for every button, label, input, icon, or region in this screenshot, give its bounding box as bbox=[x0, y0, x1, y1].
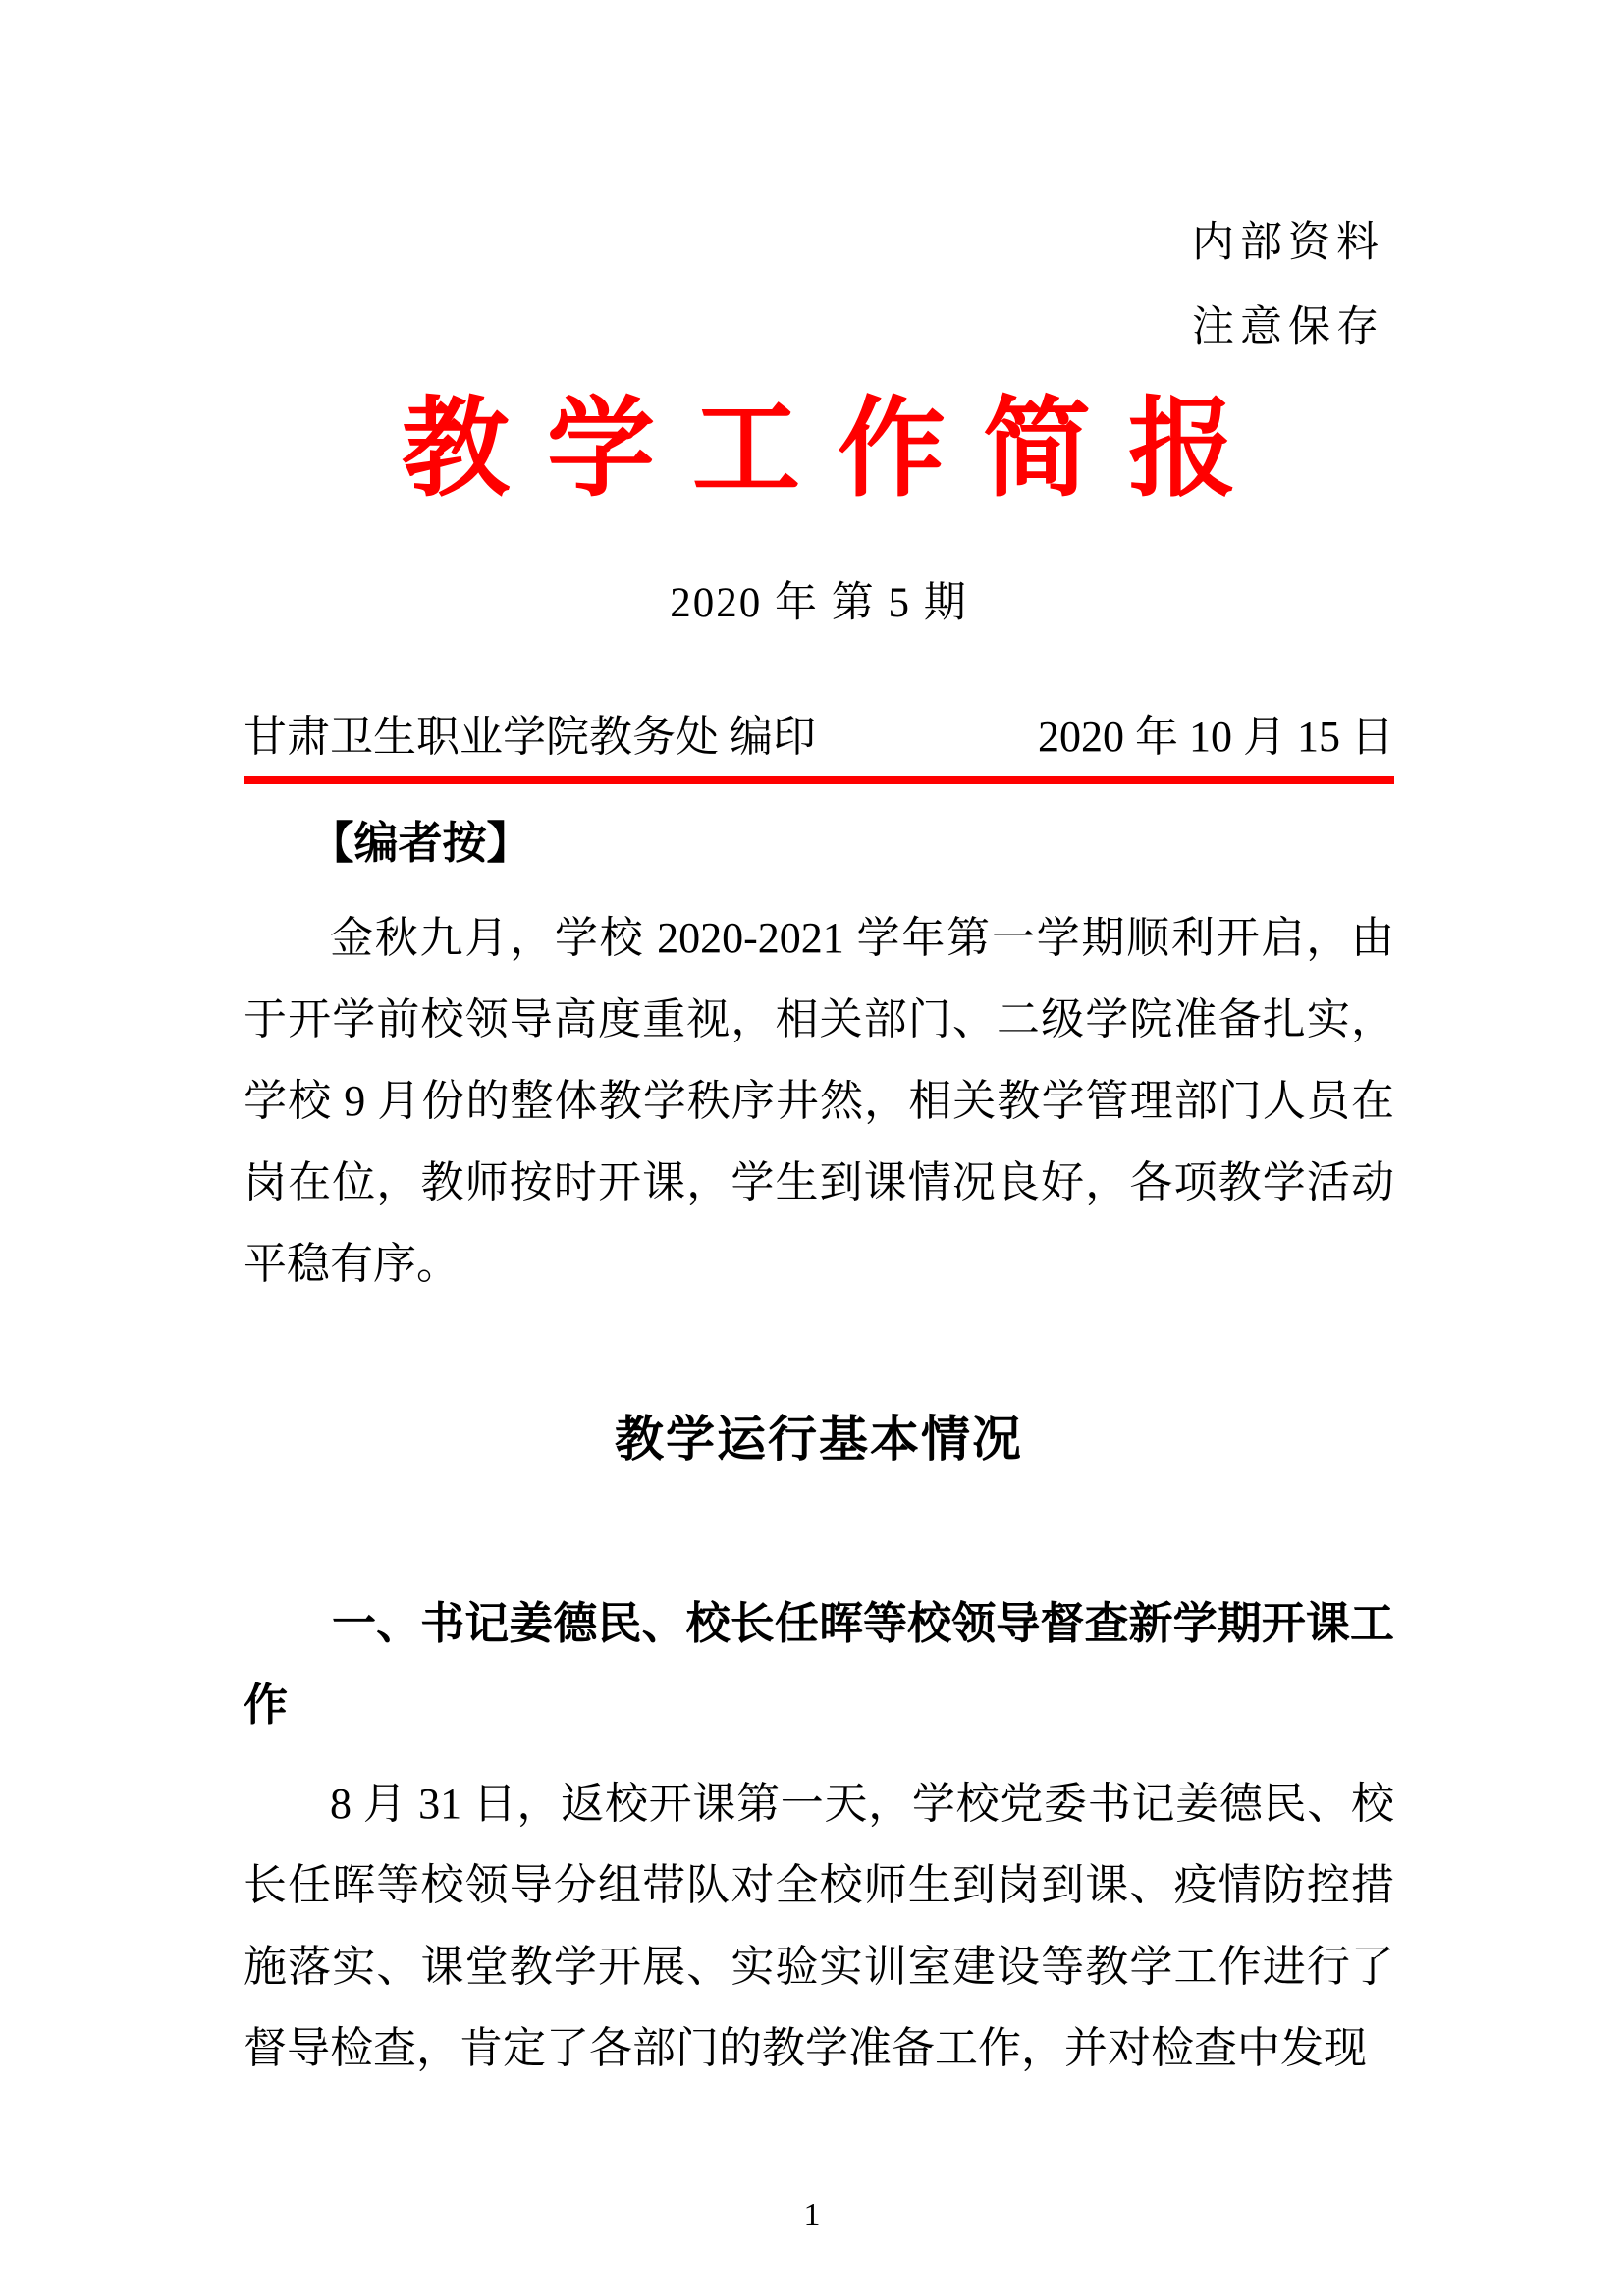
classification-block bbox=[1192, 201, 1384, 370]
bulletin-title: 教学工作简报 bbox=[402, 390, 1273, 509]
issue-line: 2020 年 第 5 期 bbox=[670, 580, 968, 626]
section-title: 教学运行基本情况 bbox=[615, 1412, 1023, 1467]
publisher-row bbox=[244, 708, 1394, 767]
classification-line-internal: 内部资料 bbox=[1192, 220, 1384, 266]
subsection-heading: 一、书记姜德民、校长任晖等校领导督查新学期开课工作 bbox=[244, 1598, 1394, 1730]
divider-rule bbox=[244, 776, 1394, 784]
publisher-name: 甘肃卫生职业学院教务处 编印 bbox=[244, 713, 816, 761]
page-number: 1 bbox=[803, 2197, 821, 2233]
publish-date: 2020 年 10 月 15 日 bbox=[1038, 713, 1394, 761]
editor-note-paragraph: 金秋九月，学校 2020-2021 学年第一学期顺利开启，由于开学前校领导高度重视，相关部门、二级学院准备扎实，学校 9 月份的整体教学秩序井然，相关教学管理部门人员在岗在位，教师按时开课，学生到课情况良好，各项教学活动平稳有序。 bbox=[244, 914, 1394, 1288]
body-paragraph: 8 月 31 日，返校开课第一天，学校党委书记姜德民、校长任晖等校领导分组带队对全校师生到岗到课、疫情防控措施落实、课堂教学开展、实验实训室建设等教学工作进行了督导检查，肯定了各部门的教学准备工作，并对检查中发现 bbox=[244, 1780, 1394, 2072]
classification-line-keep: 注意保存 bbox=[1192, 304, 1384, 350]
editor-note-heading: 【编者按】 bbox=[309, 818, 531, 868]
